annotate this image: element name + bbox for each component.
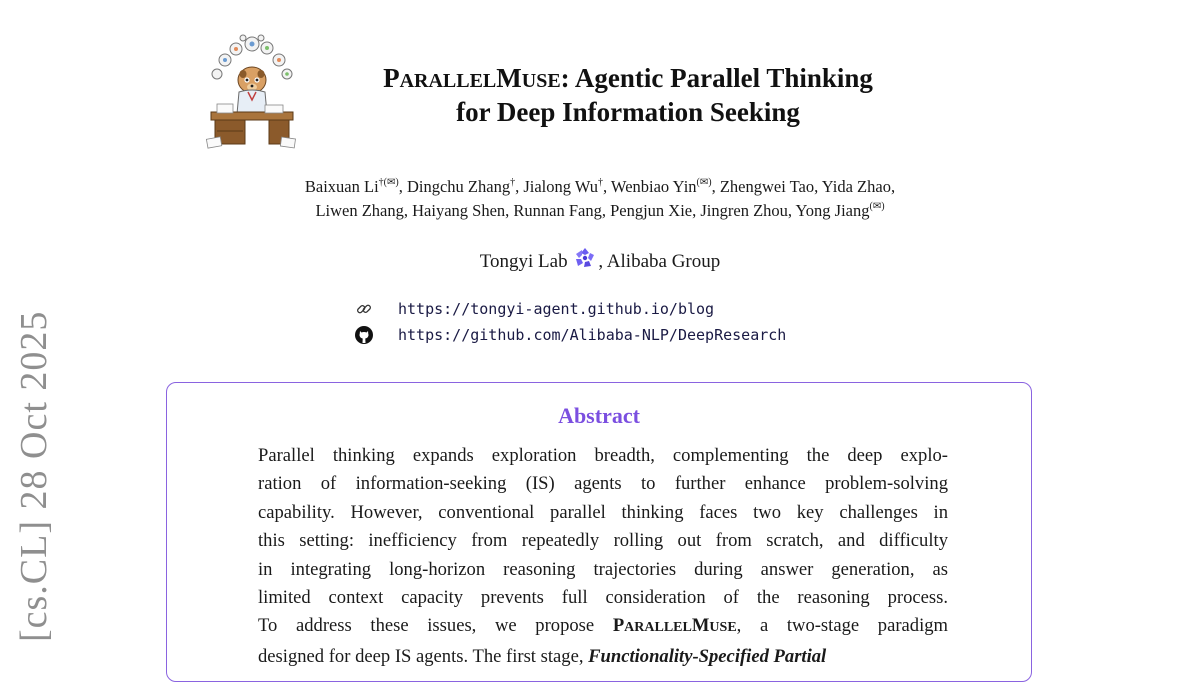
link-icon bbox=[350, 298, 378, 320]
method-name-rest-1: ARALLEL bbox=[624, 620, 692, 636]
tongyi-logo-icon bbox=[574, 247, 596, 269]
title-line-2: for Deep Information Seeking bbox=[456, 97, 800, 127]
github-link-row bbox=[350, 322, 910, 348]
abstract-box bbox=[166, 382, 1032, 682]
author-name: , Jialong Wu bbox=[515, 177, 598, 196]
author-name: Baixuan Li bbox=[304, 177, 379, 196]
author-mark: † bbox=[510, 177, 516, 188]
title-name-cap-m: M bbox=[496, 63, 522, 93]
author-name: , Wenbiao Yin bbox=[602, 177, 697, 196]
blog-link[interactable]: https://tongyi-agent.github.io/blog bbox=[398, 300, 715, 318]
author-mark: †(✉) bbox=[378, 177, 399, 188]
abstract-line-8-before: designed for deep IS agents. The first stage, bbox=[258, 645, 589, 667]
abstract-line: this setting: inefficiency from repeatedly rolling out from scratch, and difficulty bbox=[258, 530, 948, 552]
author-list bbox=[205, 175, 995, 223]
author-line-1 bbox=[205, 175, 995, 199]
affiliation bbox=[300, 247, 900, 275]
abstract-line bbox=[258, 643, 948, 671]
meerkat-logo-icon bbox=[203, 34, 301, 150]
abstract-line: limited context capacity prevents full consideration of the reasoning process. bbox=[258, 587, 948, 609]
title-line-1-rest: : Agentic Parallel Thinking bbox=[560, 63, 873, 93]
abstract-line: ration of information-seeking (IS) agents to further enhance problem-solving bbox=[258, 473, 948, 495]
project-links bbox=[350, 296, 910, 348]
abstract-line-7-after: , a two-stage paradigm bbox=[736, 615, 948, 637]
github-link[interactable]: https://github.com/Alibaba-NLP/DeepResearch bbox=[398, 326, 787, 344]
author-mark: (✉) bbox=[869, 201, 885, 212]
title-line-1 bbox=[310, 63, 946, 97]
author-name: , Dingchu Zhang bbox=[398, 177, 511, 196]
method-name-cap-p: P bbox=[612, 615, 625, 637]
title-name-rest-1: ARALLEL bbox=[399, 70, 497, 92]
method-name-cap-m: M bbox=[691, 615, 710, 637]
arxiv-side-stamp: [cs.CL] 28 Oct 2025 bbox=[13, 310, 55, 642]
blog-link-row bbox=[350, 296, 910, 322]
author-name: , Zhengwei Tao, Yida Zhao, bbox=[711, 177, 896, 196]
abstract-line: Parallel thinking expands exploration breadth, complementing the deep explo- bbox=[258, 445, 948, 466]
abstract-line bbox=[258, 612, 948, 642]
title-name-rest-2: USE bbox=[521, 70, 561, 92]
title-name-cap-p: P bbox=[383, 63, 400, 93]
author-mark: † bbox=[597, 177, 603, 188]
abstract-line-7-before: To address these issues, we propose bbox=[258, 615, 613, 637]
abstract-line: in integrating long-horizon reasoning trajectories during answer generation, as bbox=[258, 558, 948, 580]
author-name: Liwen Zhang, Haiyang Shen, Runnan Fang, Pengjun Xie, Jingren Zhou, Yong Jiang bbox=[315, 201, 870, 220]
author-line-2 bbox=[205, 199, 995, 223]
github-icon bbox=[350, 324, 378, 346]
abstract-body bbox=[258, 442, 948, 671]
affiliation-group: , Alibaba Group bbox=[598, 251, 721, 272]
abstract-heading: Abstract bbox=[558, 403, 640, 428]
affiliation-lab: Tongyi Lab bbox=[479, 251, 568, 272]
author-mark: (✉) bbox=[696, 177, 712, 188]
method-name-rest-2: USE bbox=[709, 620, 737, 636]
abstract-line: capability. However, conventional parallel thinking faces two key challenges in bbox=[258, 501, 948, 523]
paper-title bbox=[310, 63, 946, 128]
abstract-line-8-bold: Functionality-Specified Partial bbox=[588, 645, 827, 667]
